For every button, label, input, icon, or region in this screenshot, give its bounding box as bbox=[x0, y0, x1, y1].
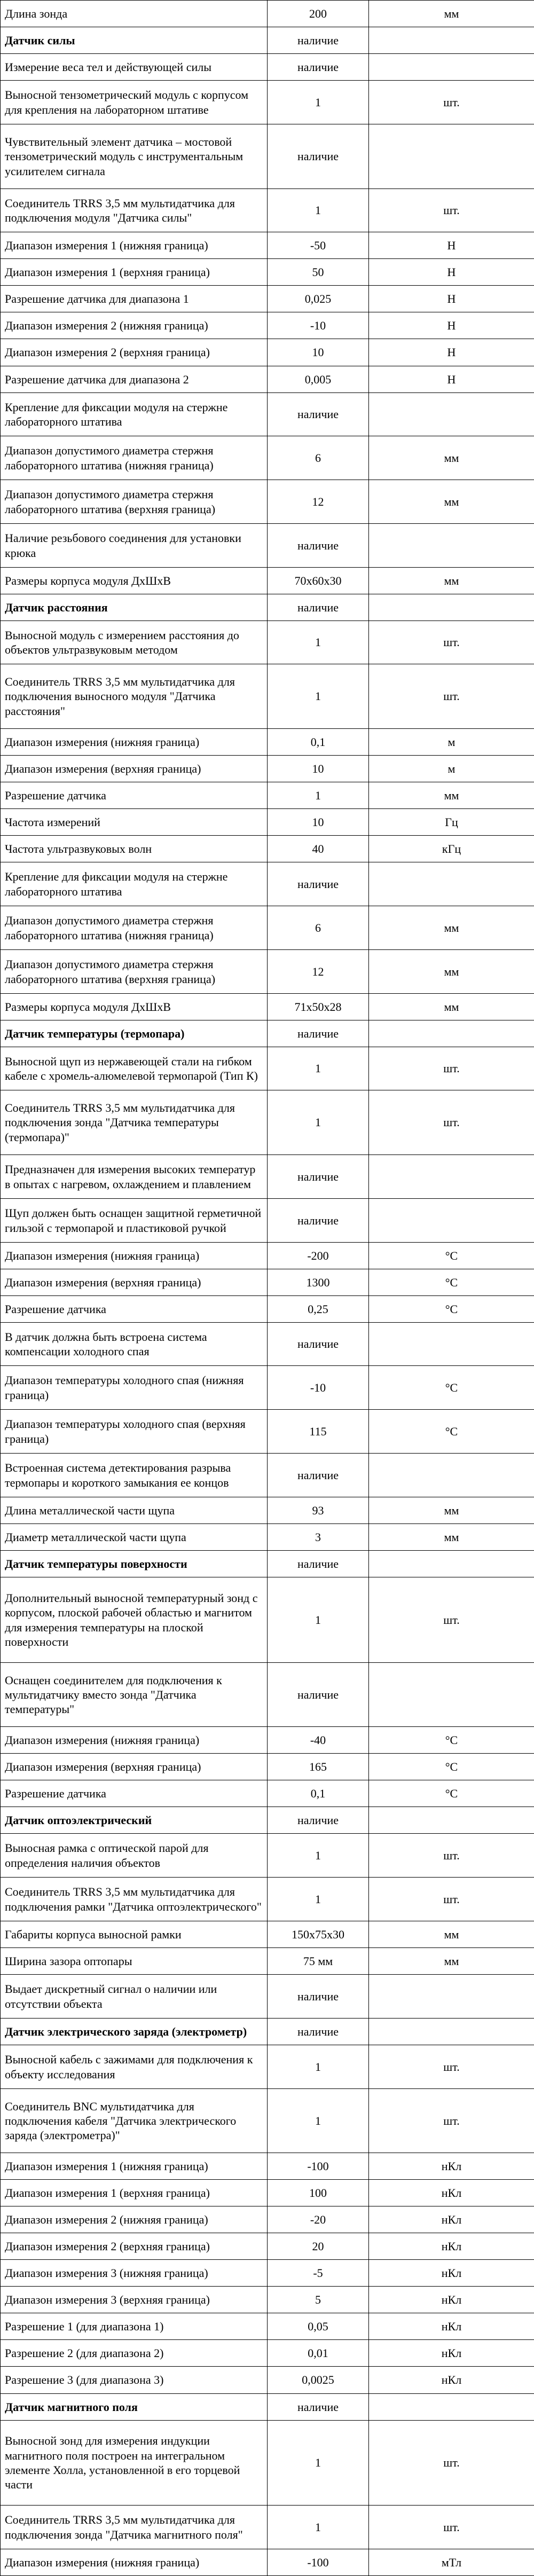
row-unit-cell bbox=[369, 124, 534, 189]
row-name-cell: Частота измерений bbox=[1, 809, 268, 836]
row-unit-cell: шт. bbox=[369, 2421, 534, 2506]
row-unit-cell bbox=[369, 54, 534, 81]
row-name-cell: Разрешение 1 (для диапазона 1) bbox=[1, 2313, 268, 2340]
row-value-cell: 150х75х30 bbox=[268, 1921, 369, 1948]
row-name-cell: Датчик силы bbox=[1, 27, 268, 54]
table-row bbox=[1, 2421, 534, 2506]
row-unit-cell: мм bbox=[369, 1921, 534, 1948]
row-unit-cell: шт. bbox=[369, 1047, 534, 1090]
row-name-cell: Соединитель TRRS 3,5 мм мультидатчика для подключения выносного модуля "Датчика расстояния" bbox=[1, 664, 268, 729]
table-row bbox=[1, 2153, 534, 2180]
table-row bbox=[1, 1090, 534, 1155]
row-value-cell: 100 bbox=[268, 2180, 369, 2206]
row-name-cell: Диапазон измерения 2 (нижняя граница) bbox=[1, 312, 268, 339]
table-row bbox=[1, 1155, 534, 1199]
row-value-cell: 71х50х28 bbox=[268, 994, 369, 1020]
row-value-cell: 0,1 bbox=[268, 1780, 369, 1807]
row-name-cell: Длина металлической части щупа bbox=[1, 1497, 268, 1524]
table-row bbox=[1, 232, 534, 259]
row-name-cell: Датчик оптоэлектрический bbox=[1, 1807, 268, 1834]
row-value-cell: наличие bbox=[268, 1155, 369, 1199]
row-unit-cell bbox=[369, 1551, 534, 1577]
table-row bbox=[1, 621, 534, 664]
row-value-cell: 115 bbox=[268, 1410, 369, 1454]
row-value-cell: 1 bbox=[268, 81, 369, 124]
row-value-cell: 5 bbox=[268, 2287, 369, 2313]
table-row bbox=[1, 259, 534, 286]
row-value-cell: 3 bbox=[268, 1524, 369, 1551]
row-name-cell: Частота ультразвуковых волн bbox=[1, 836, 268, 862]
row-unit-cell: Н bbox=[369, 286, 534, 312]
row-name-cell: Диапазон измерения 1 (верхняя граница) bbox=[1, 2180, 268, 2206]
row-unit-cell: Н bbox=[369, 339, 534, 366]
row-name-cell: Выносной модуль с измерением расстояния до объектов ультразвуковым методом bbox=[1, 621, 268, 664]
row-name-cell: Соединитель TRRS 3,5 мм мультидатчика для подключения рамки "Датчика оптоэлектрического" bbox=[1, 1878, 268, 1921]
row-name-cell: Разрешение датчика для диапазона 2 bbox=[1, 366, 268, 393]
table-row bbox=[1, 339, 534, 366]
row-unit-cell: нКл bbox=[369, 2206, 534, 2233]
table-row bbox=[1, 862, 534, 906]
row-value-cell: -10 bbox=[268, 312, 369, 339]
row-name-cell: Разрешение 3 (для диапазона 3) bbox=[1, 2367, 268, 2394]
table-row bbox=[1, 286, 534, 312]
table-row bbox=[1, 1047, 534, 1090]
row-name-cell: Размеры корпуса модуля ДхШхВ bbox=[1, 994, 268, 1020]
table-row bbox=[1, 2367, 534, 2394]
row-name-cell: Выносная рамка с оптической парой для определения наличия объектов bbox=[1, 1834, 268, 1878]
row-value-cell: наличие bbox=[268, 1551, 369, 1577]
row-name-cell: Датчик температуры (термопара) bbox=[1, 1020, 268, 1047]
row-value-cell: -10 bbox=[268, 1366, 369, 1410]
row-unit-cell bbox=[369, 1663, 534, 1727]
table-row bbox=[1, 436, 534, 480]
row-unit-cell: мм bbox=[369, 1497, 534, 1524]
row-unit-cell: нКл bbox=[369, 2313, 534, 2340]
row-unit-cell: мм bbox=[369, 568, 534, 594]
row-value-cell: наличие bbox=[268, 1199, 369, 1243]
table-row bbox=[1, 568, 534, 594]
row-value-cell: -20 bbox=[268, 2206, 369, 2233]
table-row bbox=[1, 2287, 534, 2313]
row-unit-cell: °С bbox=[369, 1296, 534, 1323]
row-unit-cell: Гц bbox=[369, 809, 534, 836]
section-header-row bbox=[1, 2019, 534, 2045]
table-row bbox=[1, 2206, 534, 2233]
row-value-cell: наличие bbox=[268, 1807, 369, 1834]
table-row bbox=[1, 1454, 534, 1497]
row-value-cell: наличие bbox=[268, 393, 369, 436]
row-unit-cell: °С bbox=[369, 1269, 534, 1296]
table-row bbox=[1, 524, 534, 568]
section-header-row bbox=[1, 594, 534, 621]
row-name-cell: Диапазон измерения 3 (нижняя граница) bbox=[1, 2260, 268, 2287]
row-unit-cell: Н bbox=[369, 259, 534, 286]
row-value-cell: 70х60х30 bbox=[268, 568, 369, 594]
row-unit-cell bbox=[369, 2019, 534, 2045]
row-unit-cell: нКл bbox=[369, 2233, 534, 2260]
section-header-row bbox=[1, 1807, 534, 1834]
row-value-cell: наличие bbox=[268, 124, 369, 189]
section-header-row bbox=[1, 2394, 534, 2421]
row-name-cell: Диапазон измерения 1 (нижняя граница) bbox=[1, 232, 268, 259]
section-header-row bbox=[1, 27, 534, 54]
row-name-cell: Крепление для фиксации модуля на стержне лабораторного штатива bbox=[1, 862, 268, 906]
row-value-cell: 0,0025 bbox=[268, 2367, 369, 2394]
row-name-cell: Выносной щуп из нержавеющей стали на гибком кабеле с хромель-алюмелевой термопарой (Тип К) bbox=[1, 1047, 268, 1090]
row-unit-cell: шт. bbox=[369, 2506, 534, 2549]
row-value-cell: 6 bbox=[268, 436, 369, 480]
row-unit-cell: °С bbox=[369, 1410, 534, 1454]
row-name-cell: Диапазон измерения 2 (верхняя граница) bbox=[1, 339, 268, 366]
row-unit-cell bbox=[369, 1199, 534, 1243]
row-value-cell: 10 bbox=[268, 339, 369, 366]
table-row bbox=[1, 1727, 534, 1754]
row-unit-cell: нКл bbox=[369, 2180, 534, 2206]
row-name-cell: Размеры корпуса модуля ДхШхВ bbox=[1, 568, 268, 594]
row-name-cell: Ширина зазора оптопары bbox=[1, 1948, 268, 1975]
row-name-cell: Измерение веса тел и действующей силы bbox=[1, 54, 268, 81]
row-value-cell: 50 bbox=[268, 259, 369, 286]
row-name-cell: Диапазон измерения (нижняя граница) bbox=[1, 729, 268, 756]
row-value-cell: 1 bbox=[268, 2045, 369, 2089]
table-row bbox=[1, 393, 534, 436]
row-unit-cell: мм bbox=[369, 1524, 534, 1551]
row-name-cell: Датчик магнитного поля bbox=[1, 2394, 268, 2421]
table-row bbox=[1, 756, 534, 782]
row-unit-cell bbox=[369, 2394, 534, 2421]
row-name-cell: Диапазон допустимого диаметра стержня лабораторного штатива (нижняя граница) bbox=[1, 436, 268, 480]
row-name-cell: Диаметр металлической части щупа bbox=[1, 1524, 268, 1551]
row-name-cell: Диапазон измерения (верхняя граница) bbox=[1, 1269, 268, 1296]
row-unit-cell bbox=[369, 1155, 534, 1199]
row-name-cell: Диапазон измерения 2 (нижняя граница) bbox=[1, 2206, 268, 2233]
row-name-cell: Датчик электрического заряда (электрометр) bbox=[1, 2019, 268, 2045]
row-value-cell: 0,01 bbox=[268, 2340, 369, 2367]
row-name-cell: Габариты корпуса выносной рамки bbox=[1, 1921, 268, 1948]
table-row bbox=[1, 2549, 534, 2576]
row-value-cell: наличие bbox=[268, 1975, 369, 2019]
row-value-cell: -100 bbox=[268, 2153, 369, 2180]
table-row bbox=[1, 1410, 534, 1454]
row-unit-cell: шт. bbox=[369, 189, 534, 232]
row-value-cell: 1 bbox=[268, 1577, 369, 1663]
row-value-cell: 0,05 bbox=[268, 2313, 369, 2340]
row-value-cell: 10 bbox=[268, 756, 369, 782]
row-value-cell: -200 bbox=[268, 1243, 369, 1269]
row-name-cell: Дополнительный выносной температурный зонд с корпусом, плоской рабочей областью и магнитом для измерения температуры на плоской поверхности bbox=[1, 1577, 268, 1663]
row-name-cell: Разрешение датчика bbox=[1, 1780, 268, 1807]
row-name-cell: Разрешение 2 (для диапазона 2) bbox=[1, 2340, 268, 2367]
table-row bbox=[1, 1921, 534, 1948]
table-row bbox=[1, 189, 534, 232]
row-unit-cell: °С bbox=[369, 1754, 534, 1780]
row-value-cell: 12 bbox=[268, 480, 369, 524]
row-name-cell: Длина зонда bbox=[1, 1, 268, 27]
table-row bbox=[1, 836, 534, 862]
row-unit-cell bbox=[369, 594, 534, 621]
row-value-cell: 40 bbox=[268, 836, 369, 862]
table-row bbox=[1, 1243, 534, 1269]
row-value-cell: наличие bbox=[268, 524, 369, 568]
row-value-cell: 1300 bbox=[268, 1269, 369, 1296]
row-value-cell: -40 bbox=[268, 1727, 369, 1754]
row-unit-cell: шт. bbox=[369, 1834, 534, 1878]
row-unit-cell bbox=[369, 27, 534, 54]
row-name-cell: Оснащен соединителем для подключения к мультидатчику вместо зонда "Датчика температуры" bbox=[1, 1663, 268, 1727]
row-unit-cell: мТл bbox=[369, 2549, 534, 2576]
table-row bbox=[1, 2233, 534, 2260]
table-row bbox=[1, 1524, 534, 1551]
row-unit-cell bbox=[369, 1807, 534, 1834]
row-value-cell: наличие bbox=[268, 1020, 369, 1047]
row-value-cell: 1 bbox=[268, 1047, 369, 1090]
table-row bbox=[1, 950, 534, 994]
row-name-cell: Соединитель TRRS 3,5 мм мультидатчика для подключения зонда "Датчика магнитного поля" bbox=[1, 2506, 268, 2549]
row-unit-cell bbox=[369, 1454, 534, 1497]
row-value-cell: 1 bbox=[268, 189, 369, 232]
table-row bbox=[1, 2180, 534, 2206]
row-value-cell: 12 bbox=[268, 950, 369, 994]
row-unit-cell: мм bbox=[369, 1948, 534, 1975]
table-row bbox=[1, 124, 534, 189]
row-unit-cell: нКл bbox=[369, 2367, 534, 2394]
row-value-cell: 1 bbox=[268, 2089, 369, 2153]
table-row bbox=[1, 1948, 534, 1975]
table-row bbox=[1, 1199, 534, 1243]
row-unit-cell bbox=[369, 1323, 534, 1366]
row-name-cell: Диапазон допустимого диаметра стержня лабораторного штатива (нижняя граница) bbox=[1, 906, 268, 950]
row-name-cell: Диапазон измерения 3 (верхняя граница) bbox=[1, 2287, 268, 2313]
row-value-cell: 1 bbox=[268, 621, 369, 664]
row-value-cell: 165 bbox=[268, 1754, 369, 1780]
table-row bbox=[1, 81, 534, 124]
row-value-cell: 0,25 bbox=[268, 1296, 369, 1323]
row-value-cell: 1 bbox=[268, 2421, 369, 2506]
row-name-cell: Диапазон измерения (нижняя граница) bbox=[1, 2549, 268, 2576]
row-unit-cell: мм bbox=[369, 906, 534, 950]
row-name-cell: В датчик должна быть встроена система компенсации холодного спая bbox=[1, 1323, 268, 1366]
table-row bbox=[1, 480, 534, 524]
row-value-cell: 10 bbox=[268, 809, 369, 836]
row-name-cell: Предназначен для измерения высоких температур в опытах с нагревом, охлаждением и плавлением bbox=[1, 1155, 268, 1199]
spec-table-body bbox=[1, 1, 534, 2576]
row-unit-cell: Н bbox=[369, 312, 534, 339]
table-row bbox=[1, 994, 534, 1020]
row-name-cell: Соединитель TRRS 3,5 мм мультидатчика для подключения модуля "Датчика силы" bbox=[1, 189, 268, 232]
row-value-cell: наличие bbox=[268, 1663, 369, 1727]
row-value-cell: 75 мм bbox=[268, 1948, 369, 1975]
row-unit-cell: шт. bbox=[369, 1577, 534, 1663]
row-unit-cell: шт. bbox=[369, 664, 534, 729]
row-name-cell: Выносной тензометрический модуль с корпусом для крепления на лабораторном штативе bbox=[1, 81, 268, 124]
row-name-cell: Разрешение датчика для диапазона 1 bbox=[1, 286, 268, 312]
row-value-cell: наличие bbox=[268, 594, 369, 621]
table-row bbox=[1, 2260, 534, 2287]
row-value-cell: 1 bbox=[268, 1878, 369, 1921]
row-unit-cell bbox=[369, 1975, 534, 2019]
table-row bbox=[1, 366, 534, 393]
row-unit-cell: мм bbox=[369, 1, 534, 27]
table-row bbox=[1, 1577, 534, 1663]
row-name-cell: Выдает дискретный сигнал о наличии или отсутствии объекта bbox=[1, 1975, 268, 2019]
row-name-cell: Диапазон измерения (верхняя граница) bbox=[1, 1754, 268, 1780]
table-row bbox=[1, 54, 534, 81]
table-row bbox=[1, 1663, 534, 1727]
table-row bbox=[1, 1878, 534, 1921]
row-value-cell: -5 bbox=[268, 2260, 369, 2287]
table-row bbox=[1, 2340, 534, 2367]
row-name-cell: Диапазон измерения 1 (верхняя граница) bbox=[1, 259, 268, 286]
row-name-cell: Выносной зонд для измерения индукции магнитного поля построен на интегральном элементе Холла, установленной в его торцевой части bbox=[1, 2421, 268, 2506]
row-value-cell: 1 bbox=[268, 2506, 369, 2549]
row-value-cell: 0,005 bbox=[268, 366, 369, 393]
row-name-cell: Диапазон температуры холодного спая (верхняя граница) bbox=[1, 1410, 268, 1454]
row-value-cell: 20 bbox=[268, 2233, 369, 2260]
table-row bbox=[1, 1366, 534, 1410]
row-unit-cell: °С bbox=[369, 1780, 534, 1807]
row-unit-cell bbox=[369, 1020, 534, 1047]
row-unit-cell: нКл bbox=[369, 2260, 534, 2287]
row-unit-cell: мм bbox=[369, 782, 534, 809]
table-row bbox=[1, 1780, 534, 1807]
row-name-cell: Датчик температуры поверхности bbox=[1, 1551, 268, 1577]
row-unit-cell: шт. bbox=[369, 621, 534, 664]
row-name-cell: Диапазон допустимого диаметра стержня лабораторного штатива (верхняя граница) bbox=[1, 480, 268, 524]
row-unit-cell: шт. bbox=[369, 1090, 534, 1155]
table-row bbox=[1, 1323, 534, 1366]
row-unit-cell: шт. bbox=[369, 1878, 534, 1921]
row-name-cell: Диапазон измерения 1 (нижняя граница) bbox=[1, 2153, 268, 2180]
row-name-cell: Диапазон измерения (нижняя граница) bbox=[1, 1243, 268, 1269]
row-name-cell: Соединитель BNC мультидатчика для подключения кабеля "Датчика электрического заряда (электрометра)" bbox=[1, 2089, 268, 2153]
row-unit-cell bbox=[369, 393, 534, 436]
table-row bbox=[1, 2089, 534, 2153]
table-row bbox=[1, 664, 534, 729]
row-unit-cell: °С bbox=[369, 1366, 534, 1410]
table-row bbox=[1, 2313, 534, 2340]
row-name-cell: Разрешение датчика bbox=[1, 782, 268, 809]
table-row bbox=[1, 729, 534, 756]
row-name-cell: Диапазон измерения (верхняя граница) bbox=[1, 756, 268, 782]
row-name-cell: Встроенная система детектирования разрыва термопары и короткого замыкания ее концов bbox=[1, 1454, 268, 1497]
section-header-row bbox=[1, 1551, 534, 1577]
row-name-cell: Щуп должен быть оснащен защитной герметичной гильзой с термопарой и пластиковой ручкой bbox=[1, 1199, 268, 1243]
row-unit-cell: °С bbox=[369, 1727, 534, 1754]
row-name-cell: Диапазон измерения (нижняя граница) bbox=[1, 1727, 268, 1754]
row-unit-cell bbox=[369, 862, 534, 906]
table-row bbox=[1, 1834, 534, 1878]
row-unit-cell bbox=[369, 524, 534, 568]
row-value-cell: 1 bbox=[268, 1090, 369, 1155]
row-name-cell: Разрешение датчика bbox=[1, 1296, 268, 1323]
table-row bbox=[1, 1754, 534, 1780]
row-value-cell: наличие bbox=[268, 1454, 369, 1497]
row-name-cell: Крепление для фиксации модуля на стержне лабораторного штатива bbox=[1, 393, 268, 436]
row-unit-cell: нКл bbox=[369, 2287, 534, 2313]
row-value-cell: 200 bbox=[268, 1, 369, 27]
row-value-cell: наличие bbox=[268, 2019, 369, 2045]
section-header-row bbox=[1, 1020, 534, 1047]
row-name-cell: Диапазон температуры холодного спая (нижняя граница) bbox=[1, 1366, 268, 1410]
row-name-cell: Диапазон измерения 2 (верхняя граница) bbox=[1, 2233, 268, 2260]
row-unit-cell: Н bbox=[369, 232, 534, 259]
row-value-cell: 0,1 bbox=[268, 729, 369, 756]
row-value-cell: -50 bbox=[268, 232, 369, 259]
row-name-cell: Соединитель TRRS 3,5 мм мультидатчика для подключения зонда "Датчика температуры (термопара)" bbox=[1, 1090, 268, 1155]
row-name-cell: Выносной кабель с зажимами для подключения к объекту исследования bbox=[1, 2045, 268, 2089]
row-value-cell: наличие bbox=[268, 27, 369, 54]
table-row bbox=[1, 1296, 534, 1323]
row-value-cell: наличие bbox=[268, 2394, 369, 2421]
row-value-cell: 1 bbox=[268, 664, 369, 729]
row-value-cell: 1 bbox=[268, 782, 369, 809]
row-unit-cell: нКл bbox=[369, 2153, 534, 2180]
row-unit-cell: м bbox=[369, 756, 534, 782]
row-unit-cell: °С bbox=[369, 1243, 534, 1269]
table-row bbox=[1, 906, 534, 950]
row-value-cell: 1 bbox=[268, 1834, 369, 1878]
row-value-cell: 93 bbox=[268, 1497, 369, 1524]
row-unit-cell: м bbox=[369, 729, 534, 756]
table-row bbox=[1, 2506, 534, 2549]
table-row bbox=[1, 1497, 534, 1524]
row-name-cell: Диапазон допустимого диаметра стержня лабораторного штатива (верхняя граница) bbox=[1, 950, 268, 994]
table-row bbox=[1, 312, 534, 339]
row-unit-cell: шт. bbox=[369, 2089, 534, 2153]
table-row bbox=[1, 1269, 534, 1296]
row-value-cell: 0,025 bbox=[268, 286, 369, 312]
row-unit-cell: шт. bbox=[369, 2045, 534, 2089]
table-row bbox=[1, 1, 534, 27]
row-name-cell: Чувствительный элемент датчика – мостовой тензометрический модуль с инструментальным усилителем сигнала bbox=[1, 124, 268, 189]
row-unit-cell: мм bbox=[369, 994, 534, 1020]
row-value-cell: наличие bbox=[268, 54, 369, 81]
row-unit-cell: нКл bbox=[369, 2340, 534, 2367]
table-row bbox=[1, 2045, 534, 2089]
table-row bbox=[1, 1975, 534, 2019]
row-unit-cell: шт. bbox=[369, 81, 534, 124]
row-unit-cell: кГц bbox=[369, 836, 534, 862]
row-name-cell: Наличие резьбового соединения для установки крюка bbox=[1, 524, 268, 568]
row-name-cell: Датчик расстояния bbox=[1, 594, 268, 621]
row-unit-cell: мм bbox=[369, 950, 534, 994]
table-row bbox=[1, 782, 534, 809]
row-unit-cell: мм bbox=[369, 436, 534, 480]
row-value-cell: -100 bbox=[268, 2549, 369, 2576]
row-value-cell: 6 bbox=[268, 906, 369, 950]
row-unit-cell: мм bbox=[369, 480, 534, 524]
table-row bbox=[1, 809, 534, 836]
row-unit-cell: Н bbox=[369, 366, 534, 393]
row-value-cell: наличие bbox=[268, 1323, 369, 1366]
row-value-cell: наличие bbox=[268, 862, 369, 906]
